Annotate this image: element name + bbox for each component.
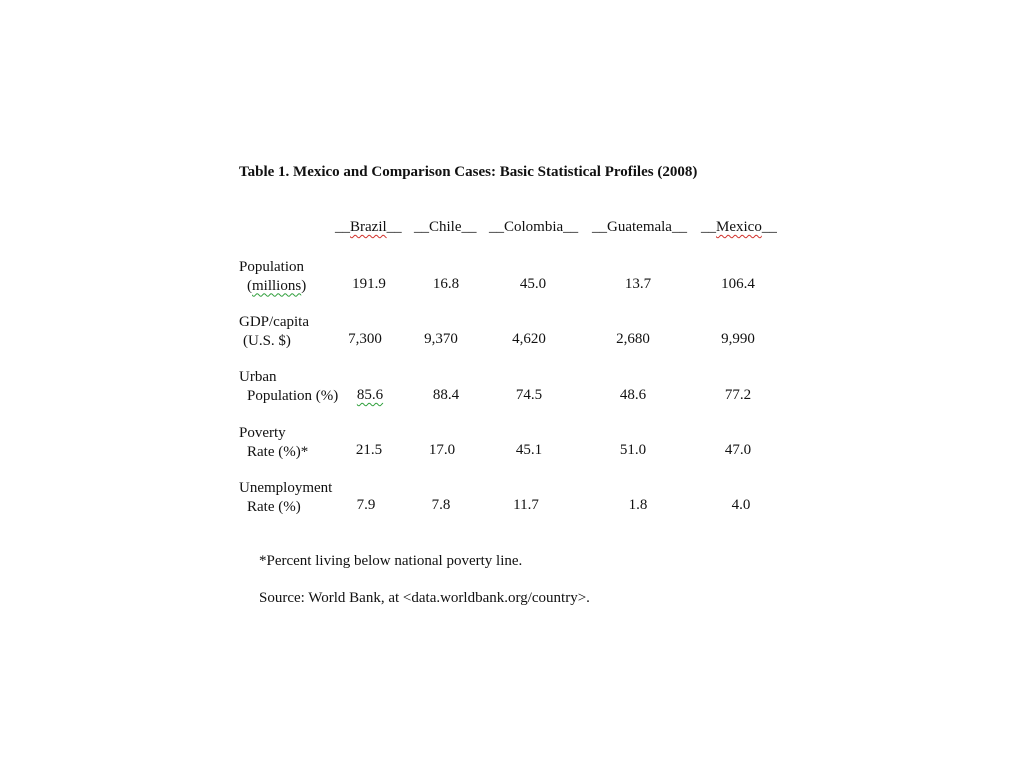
table-cell: 45.1 (515, 442, 543, 458)
column-header-chile: __Chile__ (414, 219, 477, 235)
column-header-mexico: __Mexico__ (701, 219, 777, 235)
table-cell: 48.6 (619, 387, 647, 403)
table-cell: 17.0 (428, 442, 456, 458)
footnote: *Percent living below national poverty line. (259, 553, 523, 569)
table-cell: 191.9 (352, 276, 386, 292)
table-cell: 7,300 (348, 331, 382, 347)
column-header-guatemala: __Guatemala__ (592, 219, 687, 235)
table-cell: 85.6 (356, 387, 384, 403)
table-cell: 88.4 (432, 387, 460, 403)
table-cell: 2,680 (616, 331, 650, 347)
row-label-gdp-capita: GDP/capita (U.S. $) (239, 314, 309, 349)
table-cell: 51.0 (619, 442, 647, 458)
table-cell: 45.0 (519, 276, 547, 292)
table-cell: 4,620 (512, 331, 546, 347)
row-label-urban-population: Urban Population (%) (239, 369, 339, 404)
table-cell: 9,990 (721, 331, 755, 347)
column-header-brazil: __Brazil__ (335, 219, 402, 235)
table-cell: 77.2 (724, 387, 752, 403)
row-label-population: Population (millions) (239, 259, 307, 294)
table-cell: 47.0 (724, 442, 752, 458)
row-label-poverty-rate: Poverty Rate (%)* (239, 425, 309, 460)
table-cell: 21.5 (355, 442, 383, 458)
table-cell: 16.8 (432, 276, 460, 292)
table-cell: 7.8 (431, 497, 451, 513)
table-cell: 7.9 (356, 497, 376, 513)
table-cell: 9,370 (424, 331, 458, 347)
source-note: Source: World Bank, at <data.worldbank.org/country>. (259, 590, 590, 606)
table-title: Table 1. Mexico and Comparison Cases: Basic Statistical Profiles (2008) (239, 164, 698, 180)
table-cell: 13.7 (624, 276, 652, 292)
table-cell: 106.4 (721, 276, 755, 292)
table-cell: 4.0 (731, 497, 751, 513)
table-cell: 11.7 (513, 497, 539, 513)
table-cell: 74.5 (515, 387, 543, 403)
table-cell: 1.8 (628, 497, 648, 513)
row-label-unemployment-rate: Unemployment Rate (%) (239, 480, 333, 515)
column-header-colombia: __Colombia__ (489, 219, 579, 235)
